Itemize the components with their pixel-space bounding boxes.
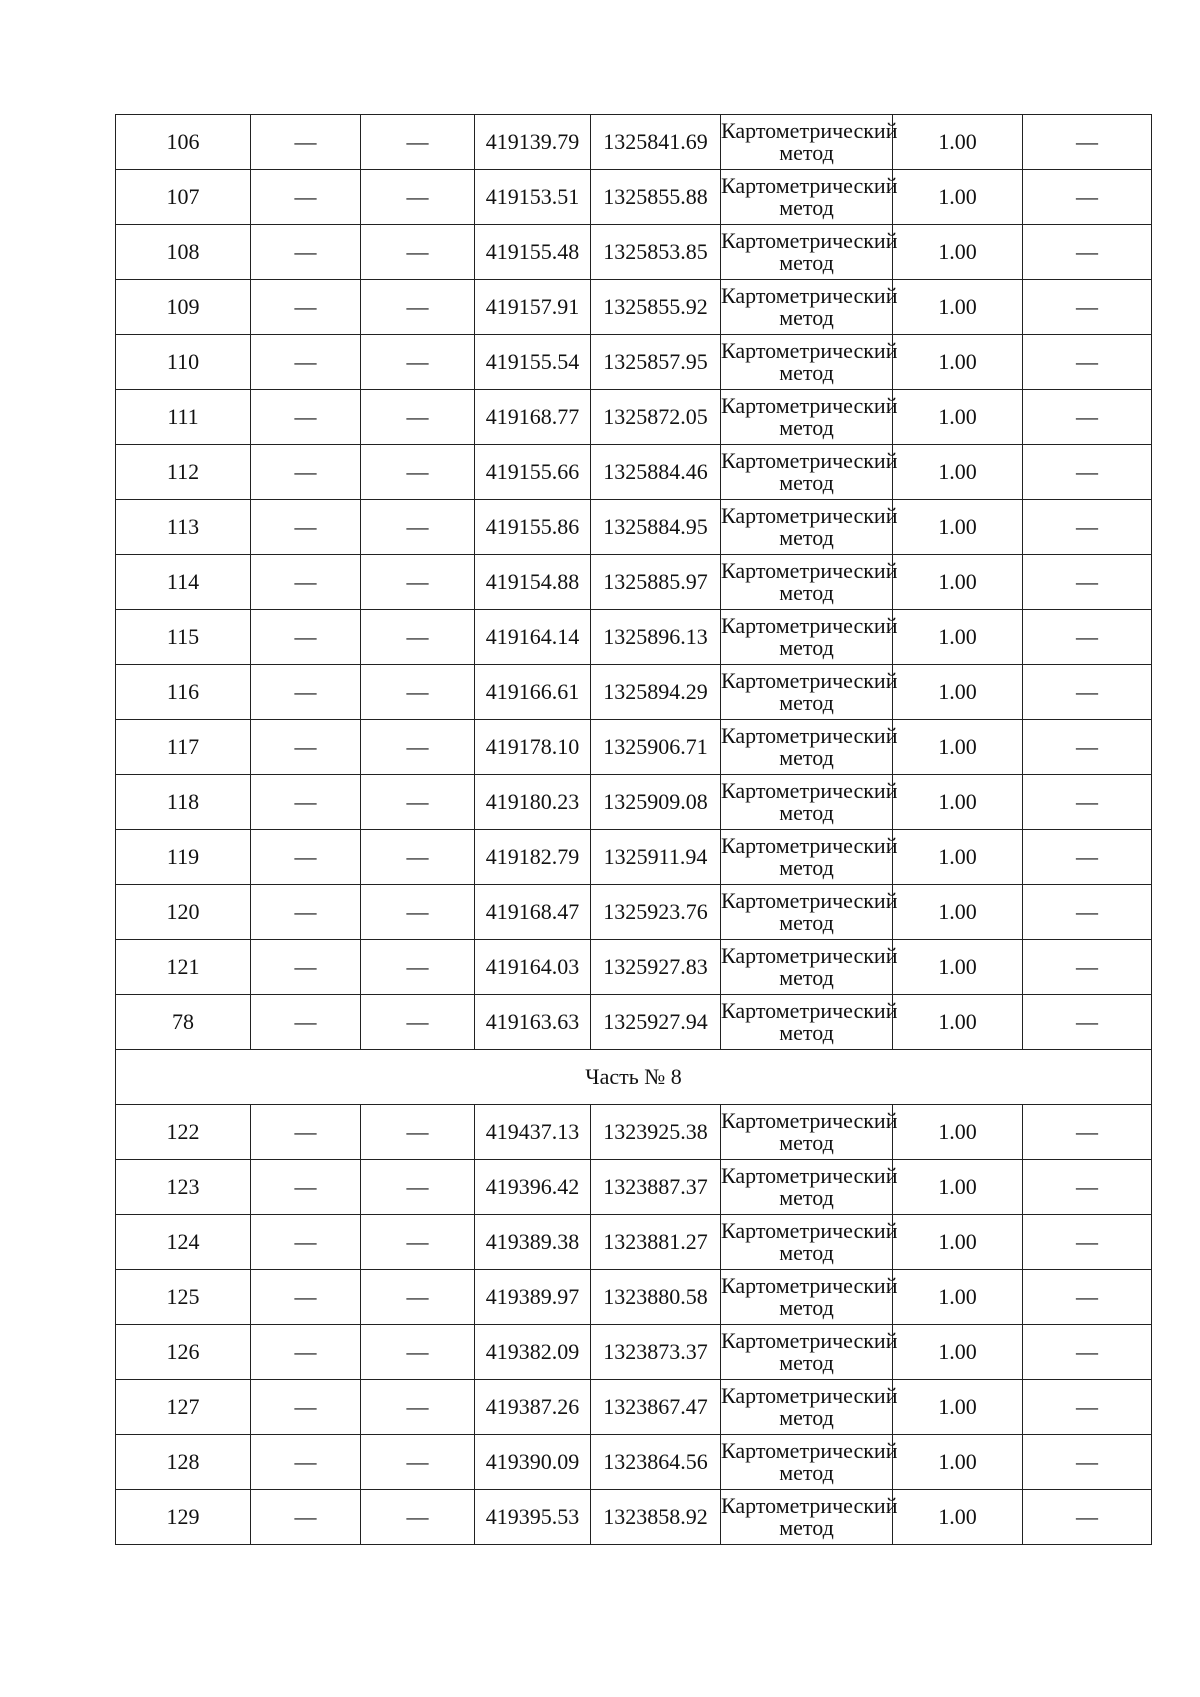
method-cell: Картометрический метод — [721, 1270, 893, 1325]
y-coordinate-cell: 1323873.37 — [591, 1325, 721, 1380]
x-coordinate-cell: 419437.13 — [475, 1105, 591, 1160]
x-coordinate-cell: 419178.10 — [475, 720, 591, 775]
dash-cell: — — [361, 1105, 475, 1160]
method-cell: Картометрический метод — [721, 225, 893, 280]
dash-cell: — — [361, 610, 475, 665]
dash-cell: — — [361, 500, 475, 555]
y-coordinate-cell: 1323925.38 — [591, 1105, 721, 1160]
dash-cell: — — [1023, 610, 1152, 665]
dash-cell: — — [251, 390, 361, 445]
method-cell: Картометрический метод — [721, 1325, 893, 1380]
method-cell: Картометрический метод — [721, 1160, 893, 1215]
table-row — [116, 1270, 1152, 1325]
accuracy-cell: 1.00 — [893, 1380, 1023, 1435]
method-cell: Картометрический метод — [721, 335, 893, 390]
accuracy-cell: 1.00 — [893, 1270, 1023, 1325]
dash-cell: — — [251, 1325, 361, 1380]
dash-cell: — — [361, 885, 475, 940]
table-row — [116, 225, 1152, 280]
accuracy-cell: 1.00 — [893, 115, 1023, 170]
dash-cell: — — [361, 1215, 475, 1270]
x-coordinate-cell: 419164.03 — [475, 940, 591, 995]
y-coordinate-cell: 1325855.92 — [591, 280, 721, 335]
dash-cell: — — [361, 1325, 475, 1380]
dash-cell: — — [251, 995, 361, 1050]
dash-cell: — — [1023, 500, 1152, 555]
point-number-cell: 126 — [116, 1325, 251, 1380]
y-coordinate-cell: 1323881.27 — [591, 1215, 721, 1270]
dash-cell: — — [251, 1435, 361, 1490]
method-cell: Картометрический метод — [721, 445, 893, 500]
y-coordinate-cell: 1323864.56 — [591, 1435, 721, 1490]
accuracy-cell: 1.00 — [893, 1160, 1023, 1215]
x-coordinate-cell: 419155.66 — [475, 445, 591, 500]
table-body — [116, 115, 1152, 1545]
dash-cell: — — [251, 1160, 361, 1215]
x-coordinate-cell: 419180.23 — [475, 775, 591, 830]
dash-cell: — — [1023, 1105, 1152, 1160]
accuracy-cell: 1.00 — [893, 885, 1023, 940]
x-coordinate-cell: 419155.86 — [475, 500, 591, 555]
y-coordinate-cell: 1325894.29 — [591, 665, 721, 720]
method-cell: Картометрический метод — [721, 170, 893, 225]
section-header-row — [116, 1050, 1152, 1105]
x-coordinate-cell: 419182.79 — [475, 830, 591, 885]
dash-cell: — — [251, 1270, 361, 1325]
dash-cell: — — [1023, 720, 1152, 775]
point-number-cell: 112 — [116, 445, 251, 500]
table-row — [116, 500, 1152, 555]
point-number-cell: 122 — [116, 1105, 251, 1160]
x-coordinate-cell: 419390.09 — [475, 1435, 591, 1490]
table-row — [116, 720, 1152, 775]
method-cell: Картометрический метод — [721, 115, 893, 170]
y-coordinate-cell: 1325872.05 — [591, 390, 721, 445]
x-coordinate-cell: 419155.48 — [475, 225, 591, 280]
point-number-cell: 129 — [116, 1490, 251, 1545]
dash-cell: — — [361, 1380, 475, 1435]
y-coordinate-cell: 1325906.71 — [591, 720, 721, 775]
method-cell: Картометрический метод — [721, 830, 893, 885]
dash-cell: — — [1023, 225, 1152, 280]
dash-cell: — — [1023, 885, 1152, 940]
method-cell: Картометрический метод — [721, 665, 893, 720]
dash-cell: — — [251, 665, 361, 720]
dash-cell: — — [251, 1490, 361, 1545]
accuracy-cell: 1.00 — [893, 445, 1023, 500]
dash-cell: — — [361, 720, 475, 775]
method-cell: Картометрический метод — [721, 885, 893, 940]
accuracy-cell: 1.00 — [893, 830, 1023, 885]
dash-cell: — — [361, 280, 475, 335]
point-number-cell: 123 — [116, 1160, 251, 1215]
method-cell: Картометрический метод — [721, 610, 893, 665]
dash-cell: — — [1023, 995, 1152, 1050]
dash-cell: — — [1023, 115, 1152, 170]
dash-cell: — — [361, 1490, 475, 1545]
x-coordinate-cell: 419382.09 — [475, 1325, 591, 1380]
table-row — [116, 775, 1152, 830]
dash-cell: — — [361, 225, 475, 280]
point-number-cell: 114 — [116, 555, 251, 610]
point-number-cell: 127 — [116, 1380, 251, 1435]
dash-cell: — — [251, 1215, 361, 1270]
accuracy-cell: 1.00 — [893, 1435, 1023, 1490]
method-cell: Картометрический метод — [721, 280, 893, 335]
dash-cell: — — [1023, 665, 1152, 720]
table-row — [116, 1490, 1152, 1545]
method-cell: Картометрический метод — [721, 1105, 893, 1160]
table-row — [116, 665, 1152, 720]
dash-cell: — — [1023, 1325, 1152, 1380]
dash-cell: — — [361, 1270, 475, 1325]
method-cell: Картометрический метод — [721, 1380, 893, 1435]
dash-cell: — — [251, 500, 361, 555]
table-row — [116, 1435, 1152, 1490]
point-number-cell: 113 — [116, 500, 251, 555]
table-row — [116, 830, 1152, 885]
y-coordinate-cell: 1325841.69 — [591, 115, 721, 170]
y-coordinate-cell: 1323887.37 — [591, 1160, 721, 1215]
table-row — [116, 1160, 1152, 1215]
y-coordinate-cell: 1323867.47 — [591, 1380, 721, 1435]
dash-cell: — — [361, 555, 475, 610]
point-number-cell: 116 — [116, 665, 251, 720]
point-number-cell: 110 — [116, 335, 251, 390]
accuracy-cell: 1.00 — [893, 610, 1023, 665]
dash-cell: — — [361, 995, 475, 1050]
dash-cell: — — [1023, 1215, 1152, 1270]
accuracy-cell: 1.00 — [893, 940, 1023, 995]
point-number-cell: 124 — [116, 1215, 251, 1270]
table-row — [116, 885, 1152, 940]
dash-cell: — — [361, 115, 475, 170]
y-coordinate-cell: 1325909.08 — [591, 775, 721, 830]
y-coordinate-cell: 1325896.13 — [591, 610, 721, 665]
point-number-cell: 78 — [116, 995, 251, 1050]
method-cell: Картометрический метод — [721, 390, 893, 445]
dash-cell: — — [361, 775, 475, 830]
dash-cell: — — [251, 225, 361, 280]
accuracy-cell: 1.00 — [893, 390, 1023, 445]
dash-cell: — — [361, 940, 475, 995]
dash-cell: — — [361, 1160, 475, 1215]
x-coordinate-cell: 419168.47 — [475, 885, 591, 940]
accuracy-cell: 1.00 — [893, 995, 1023, 1050]
point-number-cell: 106 — [116, 115, 251, 170]
point-number-cell: 118 — [116, 775, 251, 830]
accuracy-cell: 1.00 — [893, 1325, 1023, 1380]
dash-cell: — — [1023, 280, 1152, 335]
point-number-cell: 108 — [116, 225, 251, 280]
method-cell: Картометрический метод — [721, 1490, 893, 1545]
dash-cell: — — [1023, 445, 1152, 500]
x-coordinate-cell: 419163.63 — [475, 995, 591, 1050]
dash-cell: — — [1023, 1160, 1152, 1215]
x-coordinate-cell: 419166.61 — [475, 665, 591, 720]
dash-cell: — — [1023, 1435, 1152, 1490]
method-cell: Картометрический метод — [721, 720, 893, 775]
table-row — [116, 995, 1152, 1050]
x-coordinate-cell: 419164.14 — [475, 610, 591, 665]
dash-cell: — — [251, 940, 361, 995]
dash-cell: — — [251, 555, 361, 610]
y-coordinate-cell: 1325853.85 — [591, 225, 721, 280]
dash-cell: — — [251, 610, 361, 665]
dash-cell: — — [361, 830, 475, 885]
dash-cell: — — [1023, 170, 1152, 225]
point-number-cell: 115 — [116, 610, 251, 665]
x-coordinate-cell: 419155.54 — [475, 335, 591, 390]
point-number-cell: 107 — [116, 170, 251, 225]
point-number-cell: 125 — [116, 1270, 251, 1325]
table-row — [116, 940, 1152, 995]
dash-cell: — — [251, 1380, 361, 1435]
x-coordinate-cell: 419168.77 — [475, 390, 591, 445]
method-cell: Картометрический метод — [721, 940, 893, 995]
dash-cell: — — [251, 170, 361, 225]
table-row — [116, 115, 1152, 170]
dash-cell: — — [1023, 940, 1152, 995]
x-coordinate-cell: 419396.42 — [475, 1160, 591, 1215]
method-cell: Картометрический метод — [721, 555, 893, 610]
table-row — [116, 1380, 1152, 1435]
table-row — [116, 555, 1152, 610]
accuracy-cell: 1.00 — [893, 335, 1023, 390]
dash-cell: — — [361, 1435, 475, 1490]
accuracy-cell: 1.00 — [893, 280, 1023, 335]
y-coordinate-cell: 1325923.76 — [591, 885, 721, 940]
dash-cell: — — [251, 335, 361, 390]
table-row — [116, 1325, 1152, 1380]
accuracy-cell: 1.00 — [893, 665, 1023, 720]
method-cell: Картометрический метод — [721, 1435, 893, 1490]
point-number-cell: 119 — [116, 830, 251, 885]
dash-cell: — — [1023, 1270, 1152, 1325]
accuracy-cell: 1.00 — [893, 1215, 1023, 1270]
dash-cell: — — [1023, 555, 1152, 610]
y-coordinate-cell: 1325911.94 — [591, 830, 721, 885]
table-row — [116, 170, 1152, 225]
accuracy-cell: 1.00 — [893, 170, 1023, 225]
dash-cell: — — [251, 775, 361, 830]
accuracy-cell: 1.00 — [893, 1105, 1023, 1160]
method-cell: Картометрический метод — [721, 500, 893, 555]
point-number-cell: 121 — [116, 940, 251, 995]
dash-cell: — — [1023, 1380, 1152, 1435]
method-cell: Картометрический метод — [721, 1215, 893, 1270]
point-number-cell: 111 — [116, 390, 251, 445]
x-coordinate-cell: 419139.79 — [475, 115, 591, 170]
y-coordinate-cell: 1325884.95 — [591, 500, 721, 555]
dash-cell: — — [1023, 1490, 1152, 1545]
table-row — [116, 1215, 1152, 1270]
coordinates-table — [115, 114, 1152, 1545]
dash-cell: — — [361, 170, 475, 225]
dash-cell: — — [251, 830, 361, 885]
x-coordinate-cell: 419389.38 — [475, 1215, 591, 1270]
table-row — [116, 1105, 1152, 1160]
dash-cell: — — [361, 445, 475, 500]
x-coordinate-cell: 419154.88 — [475, 555, 591, 610]
accuracy-cell: 1.00 — [893, 555, 1023, 610]
table-row — [116, 335, 1152, 390]
dash-cell: — — [251, 720, 361, 775]
y-coordinate-cell: 1323858.92 — [591, 1490, 721, 1545]
y-coordinate-cell: 1325855.88 — [591, 170, 721, 225]
table-row — [116, 280, 1152, 335]
y-coordinate-cell: 1323880.58 — [591, 1270, 721, 1325]
accuracy-cell: 1.00 — [893, 1490, 1023, 1545]
x-coordinate-cell: 419157.91 — [475, 280, 591, 335]
dash-cell: — — [251, 445, 361, 500]
dash-cell: — — [1023, 775, 1152, 830]
table-row — [116, 610, 1152, 665]
table-row — [116, 445, 1152, 500]
dash-cell: — — [251, 115, 361, 170]
dash-cell: — — [251, 885, 361, 940]
dash-cell: — — [361, 665, 475, 720]
section-label: Часть № 8 — [116, 1050, 1152, 1105]
dash-cell: — — [251, 1105, 361, 1160]
method-cell: Картометрический метод — [721, 995, 893, 1050]
y-coordinate-cell: 1325927.94 — [591, 995, 721, 1050]
x-coordinate-cell: 419387.26 — [475, 1380, 591, 1435]
x-coordinate-cell: 419153.51 — [475, 170, 591, 225]
point-number-cell: 109 — [116, 280, 251, 335]
dash-cell: — — [1023, 335, 1152, 390]
dash-cell: — — [1023, 390, 1152, 445]
y-coordinate-cell: 1325885.97 — [591, 555, 721, 610]
point-number-cell: 117 — [116, 720, 251, 775]
x-coordinate-cell: 419395.53 — [475, 1490, 591, 1545]
point-number-cell: 128 — [116, 1435, 251, 1490]
accuracy-cell: 1.00 — [893, 225, 1023, 280]
accuracy-cell: 1.00 — [893, 720, 1023, 775]
dash-cell: — — [251, 280, 361, 335]
dash-cell: — — [361, 335, 475, 390]
table-row — [116, 390, 1152, 445]
method-cell: Картометрический метод — [721, 775, 893, 830]
y-coordinate-cell: 1325927.83 — [591, 940, 721, 995]
y-coordinate-cell: 1325884.46 — [591, 445, 721, 500]
dash-cell: — — [361, 390, 475, 445]
point-number-cell: 120 — [116, 885, 251, 940]
x-coordinate-cell: 419389.97 — [475, 1270, 591, 1325]
accuracy-cell: 1.00 — [893, 775, 1023, 830]
y-coordinate-cell: 1325857.95 — [591, 335, 721, 390]
dash-cell: — — [1023, 830, 1152, 885]
accuracy-cell: 1.00 — [893, 500, 1023, 555]
